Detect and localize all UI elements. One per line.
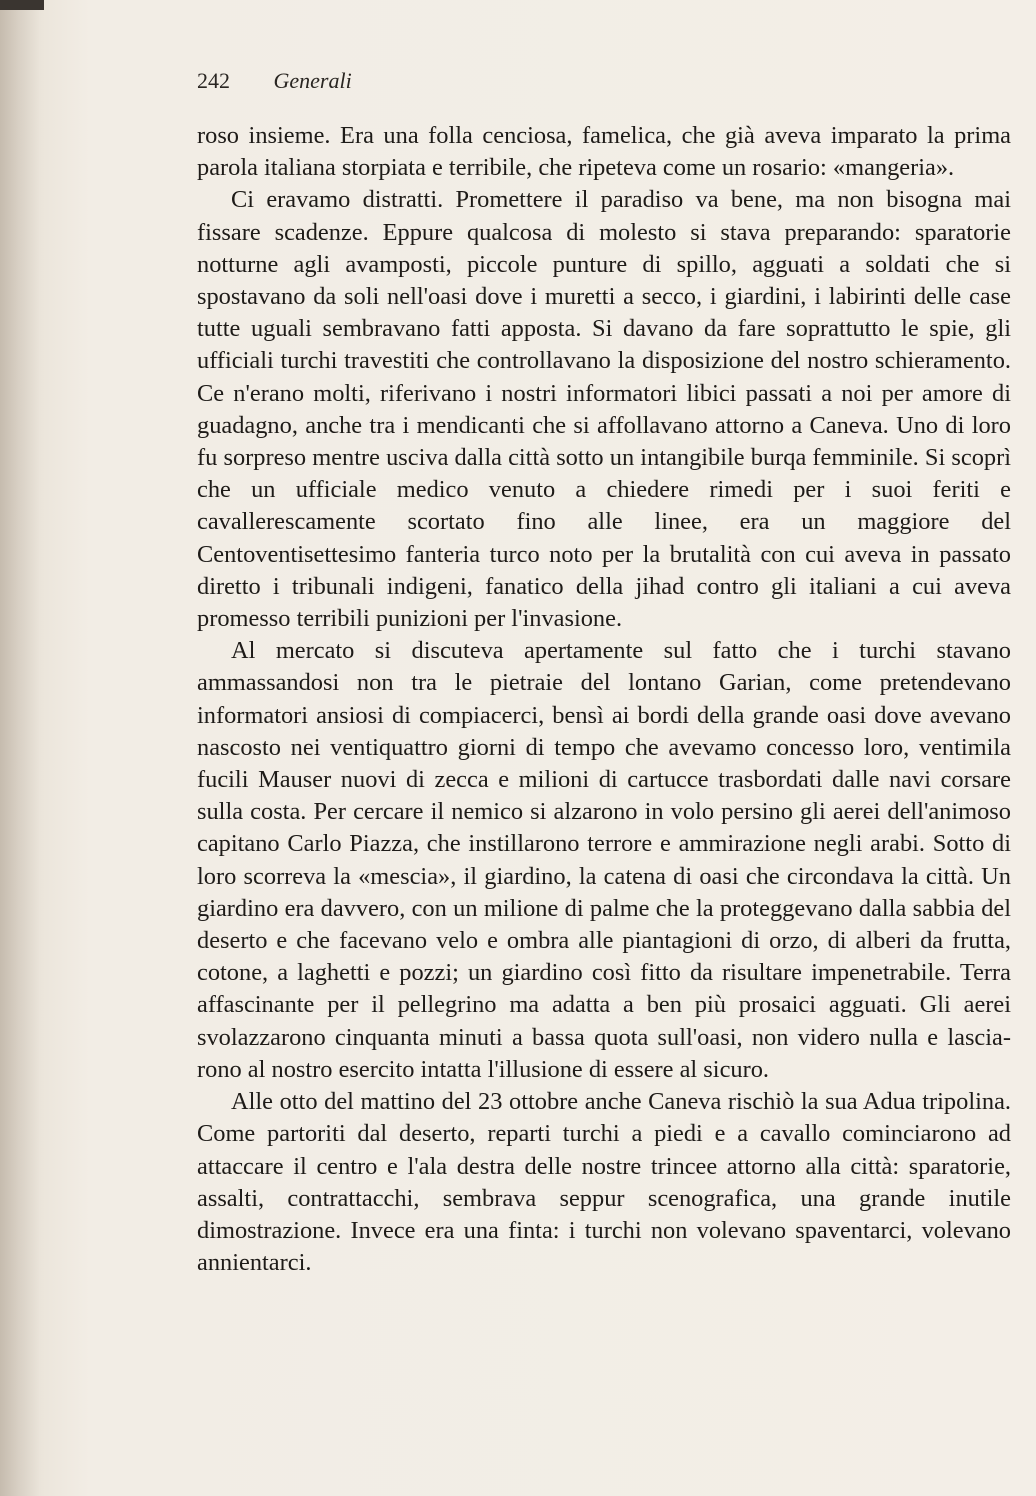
corner-mark — [0, 0, 44, 10]
paragraph: Alle otto del mattino del 23 ottobre anche Caneva rischiò la sua Adua tripolina. Come partoriti dal deserto, reparti turchi a piedi e a cavallo cominciarono ad attaccare il centro e l'ala destra delle nostre trincee attorno alla città: sparatorie, assalti, contrattacchi, sembrava seppur scenografica, una grande inutile dimostrazione. Invece era una finta: i turchi non volevano spaventarci, volevano annientarci. — [197, 1088, 1011, 1277]
page-number: 242 — [197, 68, 230, 93]
paragraph: roso insieme. Era una folla cenciosa, famelica, che già aveva imparato la prima parola italiana storpiata e terribile, che ripeteva come un rosario: «mangeria». — [197, 122, 1011, 182]
paragraph: Al mercato si discuteva apertamente sul fatto che i turchi stavano ammassandosi non tra le pietraie del lontano Garian, come pretendevano informatori ansiosi di compiacerci, bensì ai bordi della grande oasi dove avevano nascosto nei ventiquattro giorni di tempo che avevamo concesso loro, ventimila fucili Mauser nuovi di zecca e milioni di cartucce trasbordati dalle navi corsare sulla costa. Per cercare il nemico si alzarono in volo persino gli aerei dell'animoso capitano Carlo Piazza, che instillarono terrore e ammirazione negli arabi. Sotto di loro scorreva la «mescia», il giardino, la catena di oasi che circondava la città. Un giardino era davvero, con un milione di palme che la proteggevano dalla sabbia del deserto e che facevano velo e ombra alle piantagioni di orzo, di alberi da frutta, cotone, a laghetti e pozzi; un giardino così fitto da risultare impenetrabile. Terra affascinante per il pellegrino ma adatta a ben più prosaici agguati. Gli aerei svolazzarono cinquanta minuti a bassa quota sull'oasi, non videro nulla e lasciarono al nostro esercito intatta l'illusione di essere al sicuro. — [197, 637, 1011, 1083]
paragraph: Ci eravamo distratti. Promettere il paradiso va bene, ma non bisogna mai fissare scadenze. Eppure qualcosa di molesto si stava preparando: sparatorie notturne agli avamposti, piccole punture di spillo, agguati a soldati che si spostavano da soli nell'oasi dove i muretti a secco, i giardini, i labirinti delle case tutte uguali sembravano fatti apposta. Si davano da fare soprattutto le spie, gli ufficiali turchi travestiti che controllavano la disposizione del nostro schieramento. Ce n'erano molti, riferivano i nostri informatori libici passati a noi per amore di guadagno, anche tra i mendicanti che si affollavano attorno a Caneva. Uno di loro fu sorpreso mentre usciva dalla città sotto un intangibile burqa femminile. Si scoprì che un ufficiale medico venuto a chiedere rimedi per i suoi feriti e cavallerescamente scortato fino alle linee, era un maggiore del Centoventisettesimo fanteria turco noto per la brutalità con cui aveva in passato diretto i tribunali indigeni, fanatico della jihad contro gli italiani a cui aveva promesso terribili punizioni per l'invasione. — [197, 186, 1011, 633]
spine-shadow — [0, 0, 40, 1496]
body-text — [197, 120, 1011, 1279]
running-title: Generali — [273, 68, 352, 93]
page-header — [197, 68, 352, 94]
